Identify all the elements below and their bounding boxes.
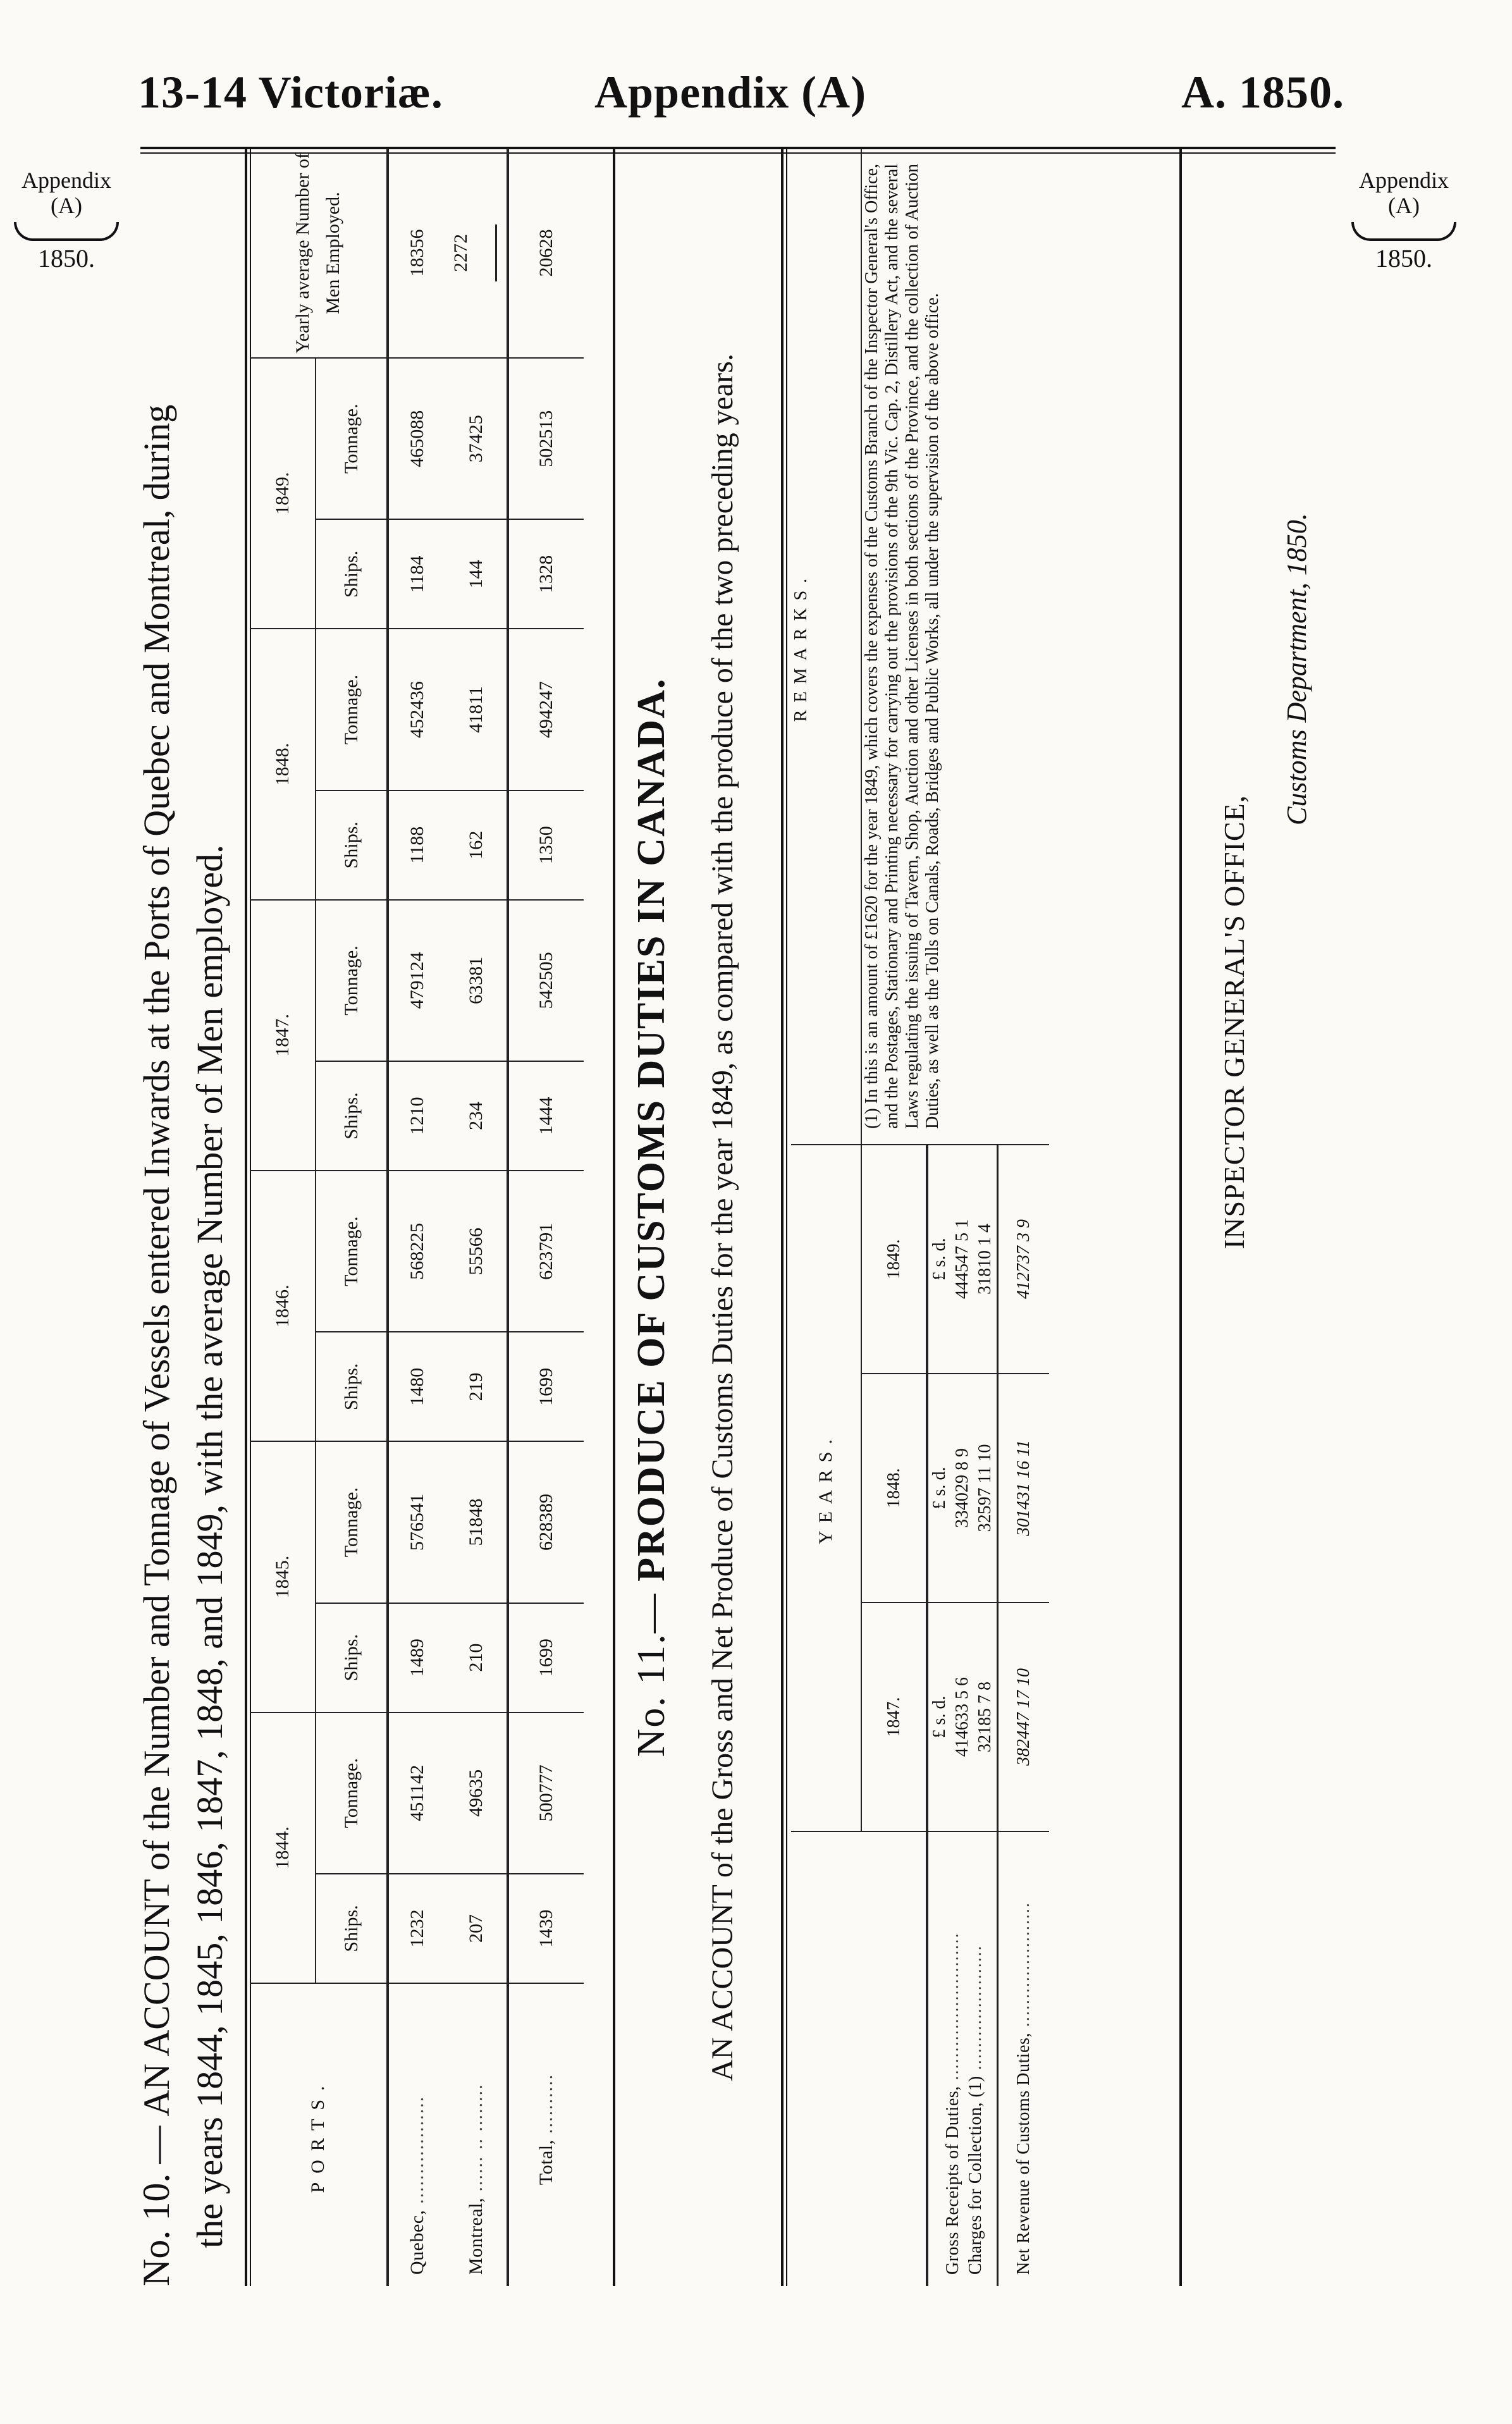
table-cell: 1188 <box>388 791 446 900</box>
remarks-header: REMARKS. <box>791 149 861 1145</box>
table-cell: 234 <box>446 1061 508 1171</box>
vessels-table <box>250 149 584 2286</box>
money-units: £ s. d. <box>930 1467 949 1510</box>
ships-header: Ships. <box>316 791 388 900</box>
total-men-cell: 20628 <box>508 149 584 358</box>
table-cell: 162 <box>446 791 508 900</box>
table11-top-rule <box>781 149 784 2286</box>
sub-header-row <box>316 149 388 2286</box>
year-header: 1847. <box>861 1603 927 1831</box>
money-value: 444547 5 1 <box>952 1219 972 1299</box>
year-header: 1845. <box>250 1441 316 1712</box>
table-row <box>446 149 508 2286</box>
office-name: INSPECTOR GENERAL'S OFFICE, <box>1218 794 1250 1249</box>
total-cell: 542505 <box>508 900 584 1061</box>
table-cell: 451142 <box>388 1713 446 1874</box>
ports-header: PORTS. <box>307 2077 328 2193</box>
year-values <box>927 1145 998 1374</box>
table11-top-rule-inner <box>786 149 787 2286</box>
total-cell: 623791 <box>508 1171 584 1332</box>
table-cell: 63381 <box>446 900 508 1061</box>
men-header-line2: Men Employed. <box>323 192 343 314</box>
header-appendix: Appendix (A) <box>594 67 867 118</box>
header-volume: 13-14 Victoriæ. <box>138 67 443 118</box>
year-header: 1847. <box>250 900 316 1171</box>
ships-header: Ships. <box>316 1874 388 1983</box>
tonnage-header: Tonnage. <box>316 1171 388 1332</box>
money-value: 414633 5 6 <box>952 1677 972 1757</box>
table11-heading: PRODUCE OF CUSTOMS DUTIES IN CANADA. <box>630 677 673 1582</box>
net-value: 412737 3 9 <box>998 1145 1050 1374</box>
table10-title <box>130 149 237 2286</box>
brace-icon <box>1351 222 1456 241</box>
remark-note: (1) In this is an amount of £1620 for the year 1849, which covers the expenses of the Customs Branch of the Inspector General's Office, and the Postages, Stationary and Printing necessary for carrying out the provisions of the 9th Vic. Cap. 2, Distillery Act, and the several Laws regulating the issuing of Tavern, Shop, Auction and other Licenses in both sections of the Province, and the collection of Auction Duties, as well as the Tolls on Canals, Roads, Bridges and Public Works, all under the supervision of the above office. <box>861 149 1049 1145</box>
table11-subtitle: AN ACCOUNT of the Gross and Net Produce of Customs Duties for the year 1849, as compared with the produce of the two preceding years. <box>706 354 739 2081</box>
margin-note-letter: (A) <box>1388 193 1420 218</box>
year-values <box>927 1374 998 1603</box>
table-cell: 1489 <box>388 1603 446 1713</box>
table-cell: 1210 <box>388 1061 446 1171</box>
table10-number: No. 10. — <box>135 2126 177 2286</box>
margin-note-left <box>6 168 126 271</box>
total-label: Total, .......... <box>508 1983 584 2286</box>
sum-rule <box>495 225 497 281</box>
men-header-line1: Yearly average Number of <box>292 152 313 354</box>
margin-note-year: 1850. <box>1375 244 1432 273</box>
total-cell: 1328 <box>508 519 584 629</box>
ships-header: Ships. <box>316 519 388 629</box>
year-header: 1849. <box>861 1145 927 1374</box>
table10-top-rule <box>245 149 247 2286</box>
department-date: Customs Department, 1850. <box>1281 513 1312 825</box>
margin-note-label: Appendix <box>22 168 111 193</box>
net-value: 382447 17 10 <box>998 1603 1050 1831</box>
men-cell: 18356 <box>388 149 446 358</box>
year-header: 1846. <box>250 1171 316 1441</box>
total-cell: 628389 <box>508 1441 584 1603</box>
table-cell: 41811 <box>446 629 508 790</box>
row-label: Net Revenue of Customs Duties, ...................... <box>998 1831 1050 2286</box>
table11-title <box>629 149 674 2286</box>
table10-title-line2: the years 1844, 1845, 1846, 1847, 1848, and 1849, with the average Number of Men employed. <box>189 844 230 2248</box>
table10-bottom-rule <box>613 149 615 2286</box>
table-cell: 219 <box>446 1332 508 1441</box>
men-employed-header <box>250 149 388 358</box>
rotated-content <box>130 149 1318 2286</box>
year-header: 1848. <box>861 1374 927 1603</box>
table-cell: 1184 <box>388 519 446 629</box>
table-cell: 49635 <box>446 1713 508 1874</box>
money-units: £ s. d. <box>930 1695 949 1738</box>
years-group-header: YEARS. <box>791 1145 861 1831</box>
table-cell: 37425 <box>446 358 508 519</box>
table-cell: 1232 <box>388 1874 446 1983</box>
table11-corner <box>791 1831 927 2286</box>
row-label: Gross Receipts of Duties, .......................... <box>943 1932 962 2275</box>
table-cell: 207 <box>446 1874 508 1983</box>
port-label: Montreal, ...... .. ........ <box>465 2083 486 2275</box>
table-cell: 465088 <box>388 358 446 519</box>
year-header: 1848. <box>250 629 316 899</box>
row-labels <box>927 1831 998 2286</box>
year-values <box>927 1603 998 1831</box>
net-value: 301431 16 11 <box>998 1374 1050 1603</box>
ships-header: Ships. <box>316 1603 388 1713</box>
total-cell: 1444 <box>508 1061 584 1171</box>
year-header: 1849. <box>250 358 316 629</box>
tonnage-header: Tonnage. <box>316 1441 388 1603</box>
money-units: £ s. d. <box>930 1238 949 1281</box>
port-label: Quebec, .................. <box>407 2095 427 2275</box>
table-row <box>388 149 446 2286</box>
table-cell: 568225 <box>388 1171 446 1332</box>
total-cell: 1699 <box>508 1603 584 1713</box>
table11-number: No. 11.— <box>630 1592 673 1757</box>
men-cell: 2272 <box>446 149 508 358</box>
table-cell: 576541 <box>388 1441 446 1603</box>
total-cell: 1439 <box>508 1874 584 1983</box>
total-row <box>508 149 584 2286</box>
header-year: A. 1850. <box>1181 67 1344 118</box>
row-label: Charges for Collection, (1) ...................... <box>966 1945 985 2275</box>
ships-header: Ships. <box>316 1061 388 1171</box>
margin-note-right <box>1344 168 1464 271</box>
total-cell: 500777 <box>508 1713 584 1874</box>
total-cell: 502513 <box>508 358 584 519</box>
table-cell: 479124 <box>388 900 446 1061</box>
total-cell: 1350 <box>508 791 584 900</box>
tonnage-header: Tonnage. <box>316 1713 388 1874</box>
table-cell: 51848 <box>446 1441 508 1603</box>
tonnage-header: Tonnage. <box>316 358 388 519</box>
money-value: 32597 11 10 <box>975 1444 995 1532</box>
tonnage-header: Tonnage. <box>316 900 388 1061</box>
years-group-row <box>791 149 861 2286</box>
total-cell: 494247 <box>508 629 584 790</box>
money-value: 31810 1 4 <box>975 1224 995 1295</box>
year-header: 1844. <box>250 1713 316 1983</box>
table-cell: 55566 <box>446 1171 508 1332</box>
table-cell: 210 <box>446 1603 508 1713</box>
year-header-row <box>250 149 316 2286</box>
ships-header: Ships. <box>316 1332 388 1441</box>
margin-note-year: 1850. <box>38 244 95 273</box>
table-cell: 452436 <box>388 629 446 790</box>
tonnage-header: Tonnage. <box>316 629 388 790</box>
money-value: 334029 8 9 <box>952 1448 972 1528</box>
table-cell: 1480 <box>388 1332 446 1441</box>
table-cell: 144 <box>446 519 508 629</box>
table10-title-line1: AN ACCOUNT of the Number and Tonnage of Vessels entered Inwards at the Ports of Quebec and Montreal, during <box>136 404 177 2117</box>
total-cell: 1699 <box>508 1332 584 1441</box>
margin-note-letter: (A) <box>51 193 82 218</box>
money-value: 32185 7 8 <box>975 1682 995 1752</box>
table11-bottom-rule <box>1179 149 1182 2286</box>
customs-duties-table <box>791 149 1049 2286</box>
brace-icon <box>14 222 119 241</box>
margin-note-label: Appendix <box>1359 168 1449 193</box>
